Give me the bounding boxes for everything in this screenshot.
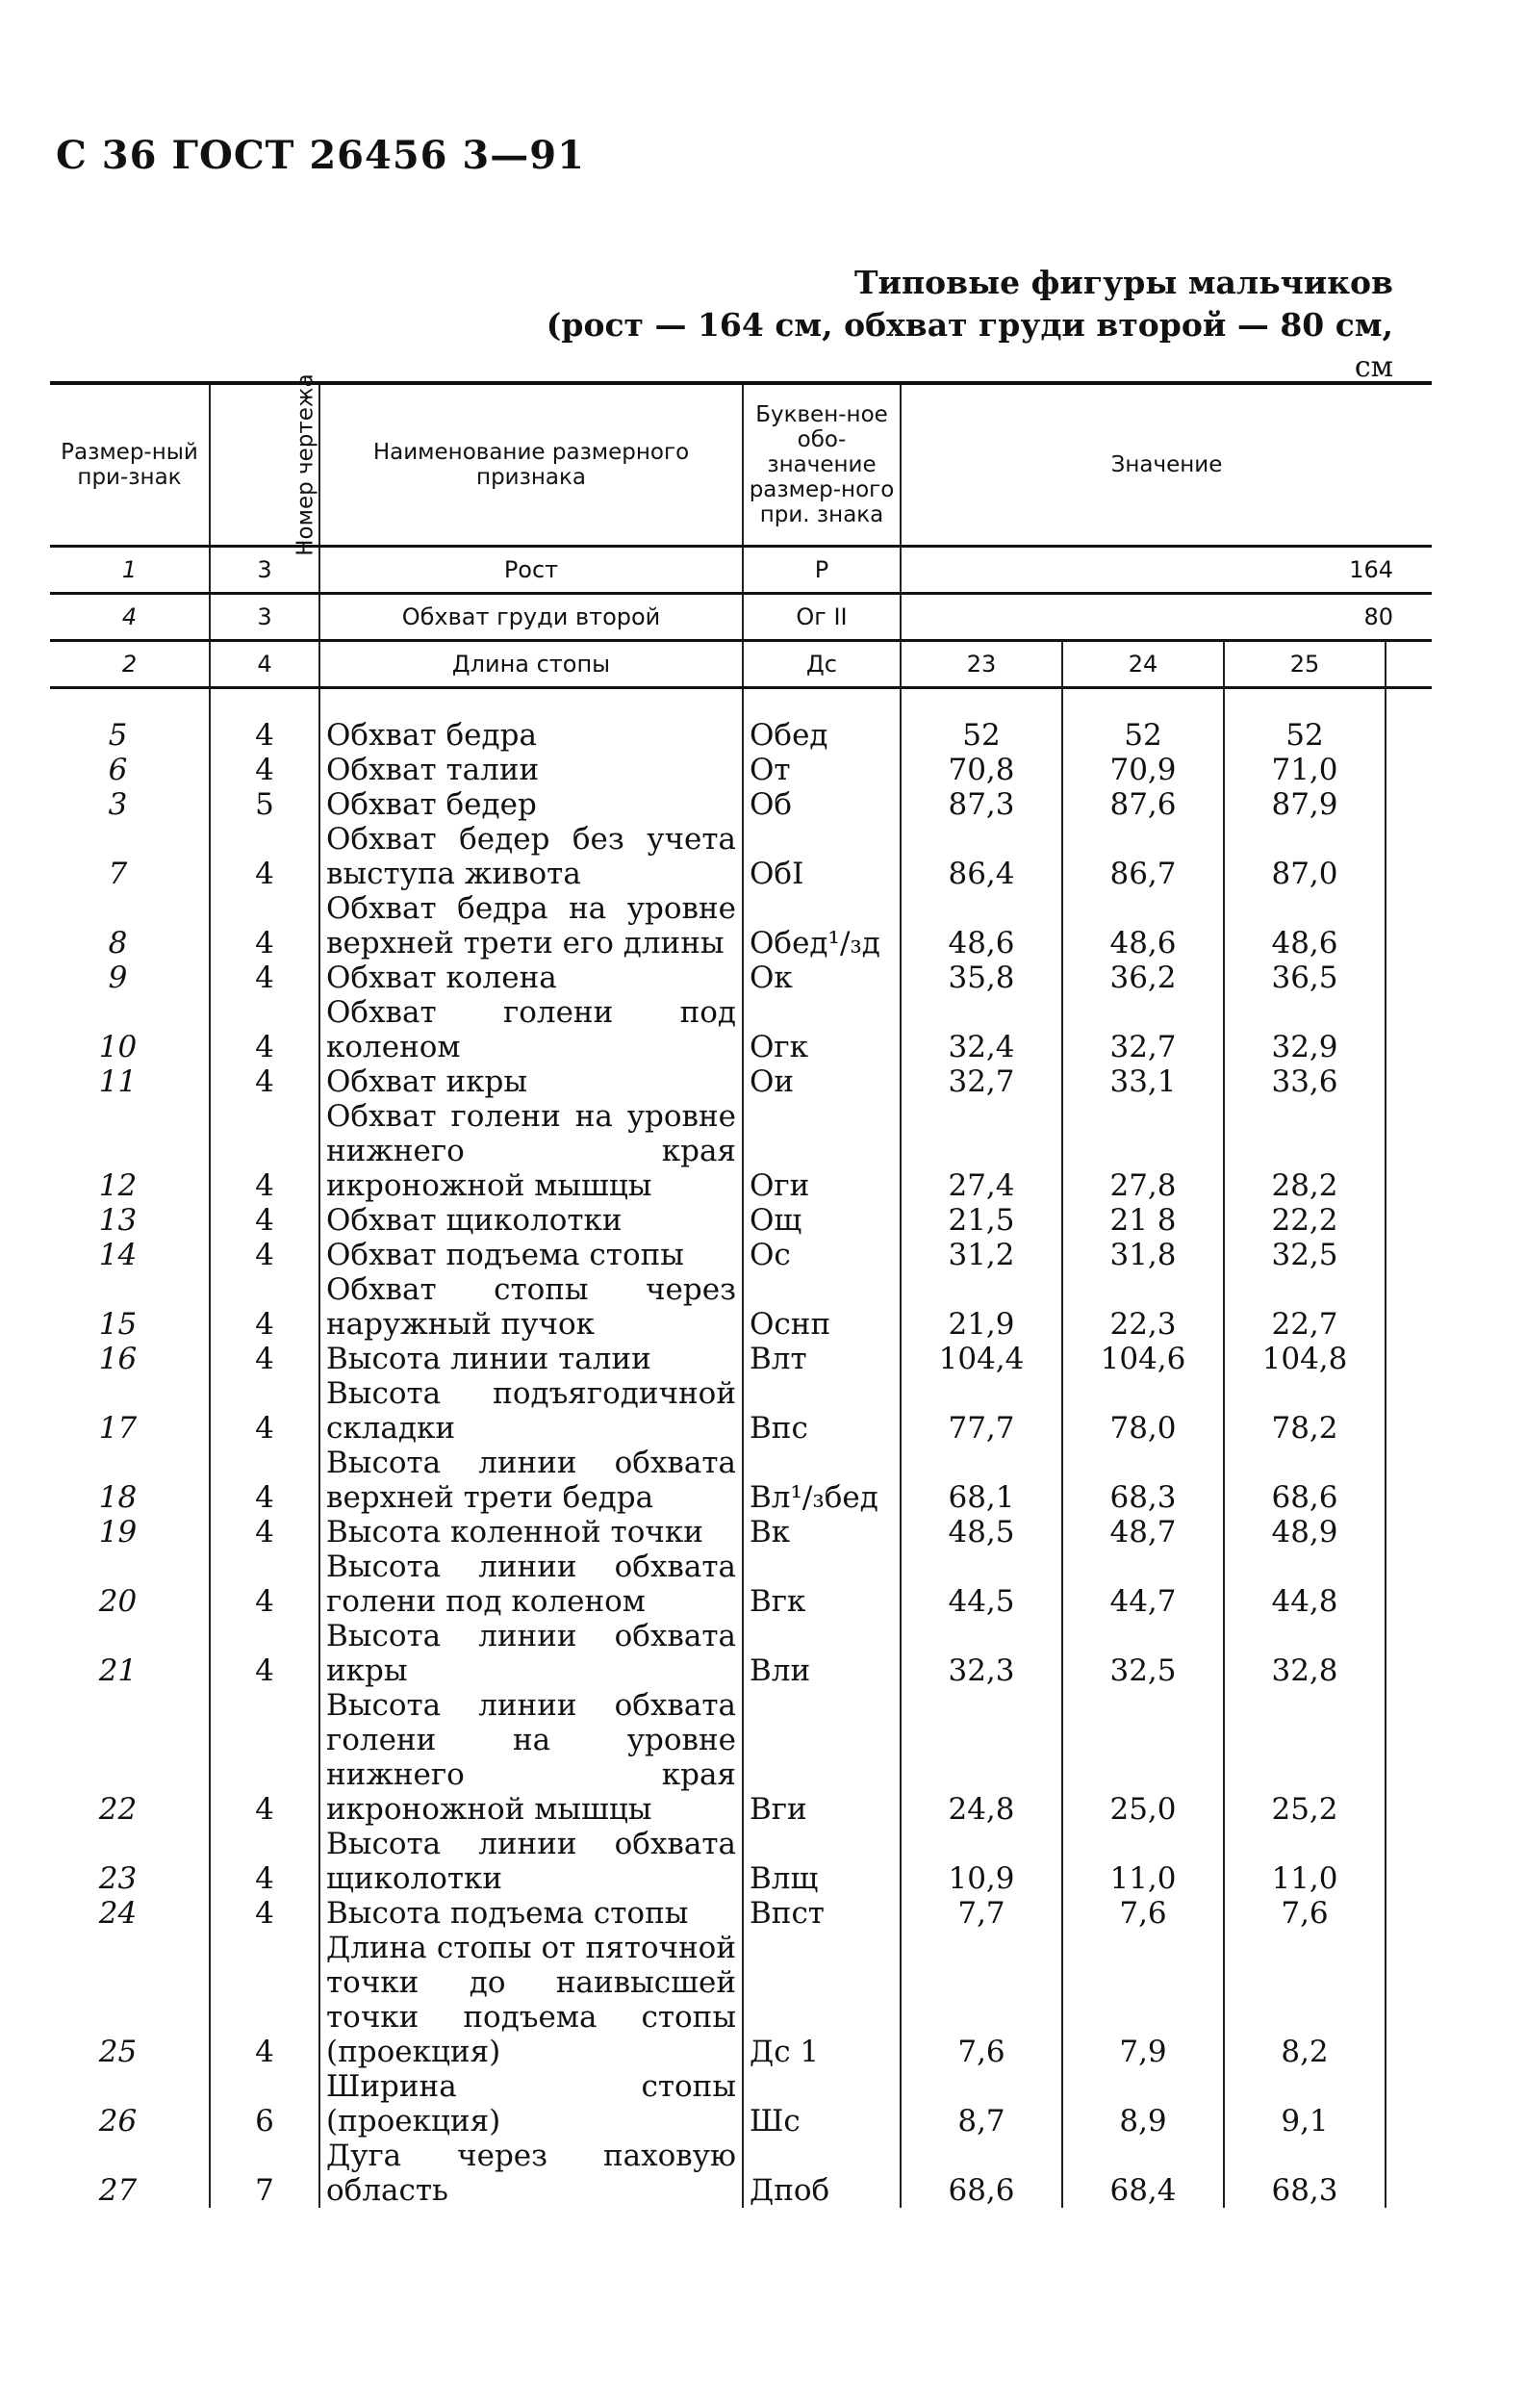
- cell-num: 2: [50, 641, 210, 688]
- table-row: [50, 1619, 1432, 1688]
- cell-value-1: 86,4: [901, 822, 1062, 891]
- cell-value-3: 87,0: [1224, 822, 1386, 891]
- cell-name: Обхват бедер: [319, 787, 743, 822]
- cell-drawing: 4: [210, 1272, 319, 1342]
- cell-empty: [1386, 1931, 1432, 2069]
- cell-name: Дуга через паховую область: [319, 2139, 743, 2208]
- cell-value-1: 7,6: [901, 1931, 1062, 2069]
- cell-drawing: 4: [210, 891, 319, 961]
- cell-empty: [1386, 1064, 1432, 1099]
- table-row: [50, 1376, 1432, 1446]
- cell-value-1: 27,4: [901, 1099, 1062, 1203]
- cell-drawing: 4: [210, 1099, 319, 1203]
- cell-value-2: 33,1: [1062, 1064, 1224, 1099]
- cell-drawing: 4: [210, 961, 319, 995]
- cell-num: 15: [98, 1307, 138, 1342]
- cell-value-1: 87,3: [901, 787, 1062, 822]
- cell-num: 24: [98, 1896, 138, 1931]
- cell-num: 20: [98, 1584, 138, 1619]
- cell-value-2: 87,6: [1062, 787, 1224, 822]
- cell-name: Высота линии обхвата голени на уровне нижнего края икроножной мышцы: [319, 1688, 743, 1827]
- cell-value-2: 52: [1062, 718, 1224, 753]
- cell-value-3: 8,2: [1224, 1931, 1386, 2069]
- table-row: [50, 1203, 1432, 1238]
- cell-symbol: Вли: [743, 1619, 901, 1688]
- cell-num: 19: [98, 1515, 138, 1550]
- cell-name: Высота линии талии: [319, 1342, 743, 1376]
- cell-value-1: 104,4: [901, 1342, 1062, 1376]
- cell-symbol: Вл¹/₃бед: [743, 1446, 901, 1515]
- cell-name: Высота линии обхвата голени под коленом: [319, 1550, 743, 1619]
- cell-symbol: Ощ: [743, 1203, 901, 1238]
- cell-symbol: Дс 1: [743, 1931, 901, 2069]
- cell-symbol: Дпоб: [743, 2139, 901, 2208]
- cell-name: Высота линии обхвата щиколотки: [319, 1827, 743, 1896]
- cell-name: Обхват бедра на уровне верхней трети его длины: [319, 891, 743, 961]
- cell-symbol: Оснп: [743, 1272, 901, 1342]
- measurements-table: [50, 373, 1432, 2208]
- cell-empty: [1386, 995, 1432, 1064]
- cell-empty: [1386, 787, 1432, 822]
- cell-drawing: 7: [210, 2139, 319, 2208]
- cell-name: Высота подъема стопы: [319, 1896, 743, 1931]
- table-row: [50, 1446, 1432, 1515]
- cell-empty: [1386, 1238, 1432, 1272]
- cell-drawing: 4: [210, 718, 319, 753]
- cell-value-3: 44,8: [1224, 1550, 1386, 1619]
- cell-value-1: 32,3: [901, 1619, 1062, 1688]
- cell-value-2: 48,6: [1062, 891, 1224, 961]
- cell-symbol: От: [743, 753, 901, 787]
- cell-value-2: 25,0: [1062, 1688, 1224, 1827]
- cell-value-1: 77,7: [901, 1376, 1062, 1446]
- cell-name: Ширина стопы (проекция): [319, 2069, 743, 2139]
- cell-value-3: 68,6: [1224, 1446, 1386, 1515]
- table-row: [50, 961, 1432, 995]
- cell-drawing: 4: [210, 641, 319, 688]
- cell-empty: [1386, 2069, 1432, 2139]
- cell-num: 14: [98, 1238, 138, 1272]
- cell-symbol: Влщ: [743, 1827, 901, 1896]
- cell-value-2: 32,5: [1062, 1619, 1224, 1688]
- cell-num: 10: [98, 1030, 138, 1064]
- cell-drawing: 4: [210, 1238, 319, 1272]
- cell-value-3: 22,2: [1224, 1203, 1386, 1238]
- cell-empty: [1386, 1688, 1432, 1827]
- cell-value-3: 68,3: [1224, 2139, 1386, 2208]
- cell-num: 8: [108, 926, 128, 961]
- cell-value-1: 21,9: [901, 1272, 1062, 1342]
- cell-value-2: 7,9: [1062, 1931, 1224, 2069]
- cell-value-2: 32,7: [1062, 995, 1224, 1064]
- cell-value-2: 78,0: [1062, 1376, 1224, 1446]
- cell-drawing: 4: [210, 1446, 319, 1515]
- cell-drawing: 4: [210, 1827, 319, 1896]
- table-row: [50, 1931, 1432, 2069]
- cell-value-3: 52: [1224, 718, 1386, 753]
- cell-num: 27: [98, 2173, 138, 2208]
- cell-empty: [1386, 1515, 1432, 1550]
- cell-value-3: 9,1: [1224, 2069, 1386, 2139]
- cell-empty: [1386, 753, 1432, 787]
- table-row: [50, 1515, 1432, 1550]
- cell-value-1: 68,1: [901, 1446, 1062, 1515]
- cell-value-2: 48,7: [1062, 1515, 1224, 1550]
- page-header: С 36 ГОСТ 26456 3—91: [56, 133, 585, 178]
- cell-name: Высота подъягодичной складки: [319, 1376, 743, 1446]
- cell-num: 17: [98, 1411, 138, 1446]
- cell-value-3: 25,2: [1224, 1688, 1386, 1827]
- cell-num: 4: [50, 594, 210, 641]
- title-line-1: Типовые фигуры мальчиков: [853, 264, 1393, 301]
- table-row: [50, 1896, 1432, 1931]
- cell-value-2: 44,7: [1062, 1550, 1224, 1619]
- cell-drawing: 4: [210, 1064, 319, 1099]
- cell-name: Обхват голени на уровне нижнего края икроножной мышцы: [319, 1099, 743, 1203]
- table-row: [50, 995, 1432, 1064]
- cell-num: 12: [98, 1168, 138, 1203]
- cell-value-1: 52: [901, 718, 1062, 753]
- cell-drawing: 4: [210, 1619, 319, 1688]
- table-row: [50, 1238, 1432, 1272]
- cell-value-3: 33,6: [1224, 1064, 1386, 1099]
- cell-drawing: 4: [210, 1896, 319, 1931]
- cell-value-1: 8,7: [901, 2069, 1062, 2139]
- table-row: [50, 1688, 1432, 1827]
- cell-value-1: 31,2: [901, 1238, 1062, 1272]
- table-row: [50, 1550, 1432, 1619]
- cell-name: Длина стопы: [319, 641, 743, 688]
- cell-value-2: 11,0: [1062, 1827, 1224, 1896]
- header-drawing-number: [210, 373, 319, 556]
- cell-value-2: 7,6: [1062, 1896, 1224, 1931]
- cell-num: 18: [98, 1480, 138, 1515]
- cell-value-3: 36,5: [1224, 961, 1386, 995]
- cell-empty: [1386, 1446, 1432, 1515]
- table-row: [50, 2069, 1432, 2139]
- cell-symbol: Влт: [743, 1342, 901, 1376]
- param-row-height: [50, 547, 1432, 594]
- cell-name: Обхват талии: [319, 753, 743, 787]
- spacer: [50, 688, 1432, 719]
- cell-value-1: 32,4: [901, 995, 1062, 1064]
- header-letter-symbol: Буквен-ное обо-значение размер-ного при. знака: [743, 383, 901, 547]
- cell-symbol: Вк: [743, 1515, 901, 1550]
- cell-empty: [1386, 2139, 1432, 2208]
- cell-value: 80: [901, 594, 1432, 641]
- header-drawing-number-text: Номер чертежа: [292, 373, 318, 556]
- cell-value-2: 70,9: [1062, 753, 1224, 787]
- cell-value-1: 23: [901, 641, 1062, 688]
- table-row: [50, 1272, 1432, 1342]
- table-title: [547, 262, 1393, 389]
- cell-drawing: 4: [210, 1550, 319, 1619]
- param-row-foot-length: [50, 641, 1432, 688]
- cell-name: Рост: [319, 547, 743, 594]
- cell-symbol: Обед: [743, 718, 901, 753]
- cell-symbol: Ог II: [743, 594, 901, 641]
- cell-num: 6: [108, 753, 128, 787]
- cell-value-1: 32,7: [901, 1064, 1062, 1099]
- cell-symbol: Об: [743, 787, 901, 822]
- table-row: [50, 1064, 1432, 1099]
- table-row: [50, 1342, 1432, 1376]
- cell-name: Обхват груди второй: [319, 594, 743, 641]
- cell-value-3: 22,7: [1224, 1272, 1386, 1342]
- cell-drawing: 5: [210, 787, 319, 822]
- cell-value-3: 32,8: [1224, 1619, 1386, 1688]
- cell-symbol: Вги: [743, 1688, 901, 1827]
- cell-name: Обхват колена: [319, 961, 743, 995]
- table-row: [50, 1099, 1432, 1203]
- header-value: Значение: [901, 383, 1432, 547]
- cell-value-2: 21 8: [1062, 1203, 1224, 1238]
- cell-name: Высота линии обхвата верхней трети бедра: [319, 1446, 743, 1515]
- cell-value-2: 68,3: [1062, 1446, 1224, 1515]
- cell-name: Обхват икры: [319, 1064, 743, 1099]
- cell-symbol: Дс: [743, 641, 901, 688]
- cell-empty: [1386, 641, 1432, 688]
- cell-drawing: 4: [210, 1515, 319, 1550]
- cell-drawing: 6: [210, 2069, 319, 2139]
- cell-symbol: Р: [743, 547, 901, 594]
- title-unit: см: [1354, 350, 1393, 384]
- cell-value-3: 32,5: [1224, 1238, 1386, 1272]
- cell-name: Обхват бедра: [319, 718, 743, 753]
- cell-name: Обхват стопы через наружный пучок: [319, 1272, 743, 1342]
- cell-value-3: 11,0: [1224, 1827, 1386, 1896]
- cell-num: 22: [98, 1792, 138, 1827]
- table-row: [50, 718, 1432, 753]
- param-row-chest: [50, 594, 1432, 641]
- table-row: [50, 1827, 1432, 1896]
- param-rows: [50, 547, 1432, 688]
- cell-drawing: 4: [210, 1376, 319, 1446]
- cell-symbol: Оги: [743, 1099, 901, 1203]
- cell-empty: [1386, 1342, 1432, 1376]
- title-line-2: (рост — 164 см, обхват груди второй — 80 см,: [546, 306, 1393, 344]
- cell-symbol: Ои: [743, 1064, 901, 1099]
- cell-drawing: 4: [210, 753, 319, 787]
- cell-value-3: 32,9: [1224, 995, 1386, 1064]
- cell-value-2: 8,9: [1062, 2069, 1224, 2139]
- cell-drawing: 4: [210, 1931, 319, 2069]
- cell-empty: [1386, 1550, 1432, 1619]
- cell-num: 26: [98, 2104, 138, 2139]
- cell-value-2: 86,7: [1062, 822, 1224, 891]
- data-rows: [50, 718, 1432, 2208]
- cell-drawing: 4: [210, 995, 319, 1064]
- cell-num: 25: [98, 2035, 138, 2069]
- cell-value: 164: [901, 547, 1432, 594]
- cell-value-1: 68,6: [901, 2139, 1062, 2208]
- cell-drawing: 4: [210, 1688, 319, 1827]
- cell-value-1: 7,7: [901, 1896, 1062, 1931]
- table-row: [50, 891, 1432, 961]
- cell-symbol: Впс: [743, 1376, 901, 1446]
- cell-value-1: 35,8: [901, 961, 1062, 995]
- table-row: [50, 787, 1432, 822]
- cell-value-3: 48,9: [1224, 1515, 1386, 1550]
- cell-empty: [1386, 1203, 1432, 1238]
- cell-num: 13: [98, 1203, 138, 1238]
- cell-num: 9: [108, 961, 128, 995]
- cell-symbol: Шс: [743, 2069, 901, 2139]
- cell-empty: [1386, 1376, 1432, 1446]
- cell-empty: [1386, 1272, 1432, 1342]
- cell-symbol: Обед¹/₃д: [743, 891, 901, 961]
- cell-value-2: 31,8: [1062, 1238, 1224, 1272]
- cell-value-2: 36,2: [1062, 961, 1224, 995]
- cell-name: Обхват голени под коленом: [319, 995, 743, 1064]
- cell-empty: [1386, 961, 1432, 995]
- cell-name: Обхват бедер без учета выступа живота: [319, 822, 743, 891]
- cell-num: 1: [50, 547, 210, 594]
- cell-value-1: 24,8: [901, 1688, 1062, 1827]
- cell-value-1: 10,9: [901, 1827, 1062, 1896]
- cell-value-2: 27,8: [1062, 1099, 1224, 1203]
- cell-empty: [1386, 1619, 1432, 1688]
- cell-value-3: 71,0: [1224, 753, 1386, 787]
- cell-empty: [1386, 891, 1432, 961]
- cell-empty: [1386, 1099, 1432, 1203]
- cell-name: Высота коленной точки: [319, 1515, 743, 1550]
- cell-num: 23: [98, 1861, 138, 1896]
- cell-num: 11: [98, 1064, 138, 1099]
- cell-empty: [1386, 1827, 1432, 1896]
- cell-empty: [1386, 822, 1432, 891]
- cell-value-3: 48,6: [1224, 891, 1386, 961]
- cell-value-3: 104,8: [1224, 1342, 1386, 1376]
- cell-value-3: 78,2: [1224, 1376, 1386, 1446]
- cell-empty: [1386, 718, 1432, 753]
- cell-value-2: 24: [1062, 641, 1224, 688]
- header-size-feature: Размер-ный при-знак: [50, 383, 210, 547]
- cell-drawing: 3: [210, 547, 319, 594]
- cell-value-3: 7,6: [1224, 1896, 1386, 1931]
- cell-name: Высота линии обхвата икры: [319, 1619, 743, 1688]
- cell-symbol: Ок: [743, 961, 901, 995]
- cell-value-2: 22,3: [1062, 1272, 1224, 1342]
- cell-value-1: 48,6: [901, 891, 1062, 961]
- table-row: [50, 753, 1432, 787]
- cell-name: Обхват подъема стопы: [319, 1238, 743, 1272]
- cell-name: Длина стопы от пяточной точки до наивысшей точки подъема стопы (проекция): [319, 1931, 743, 2069]
- cell-empty: [1386, 1896, 1432, 1931]
- cell-value-3: 87,9: [1224, 787, 1386, 822]
- cell-name: Обхват щиколотки: [319, 1203, 743, 1238]
- cell-symbol: ОбI: [743, 822, 901, 891]
- cell-symbol: Огк: [743, 995, 901, 1064]
- cell-value-1: 70,8: [901, 753, 1062, 787]
- cell-symbol: Вгк: [743, 1550, 901, 1619]
- cell-symbol: Ос: [743, 1238, 901, 1272]
- cell-value-2: 68,4: [1062, 2139, 1224, 2208]
- cell-drawing: 4: [210, 1342, 319, 1376]
- cell-value-1: 48,5: [901, 1515, 1062, 1550]
- cell-value-2: 104,6: [1062, 1342, 1224, 1376]
- cell-num: 5: [108, 718, 128, 753]
- cell-drawing: 3: [210, 594, 319, 641]
- cell-drawing: 4: [210, 822, 319, 891]
- cell-num: 16: [98, 1342, 138, 1376]
- cell-value-1: 21,5: [901, 1203, 1062, 1238]
- cell-num: 7: [108, 857, 128, 891]
- cell-value-3: 25: [1224, 641, 1386, 688]
- cell-symbol: Впст: [743, 1896, 901, 1931]
- table-row: [50, 822, 1432, 891]
- table-row: [50, 2139, 1432, 2208]
- cell-num: 21: [98, 1653, 138, 1688]
- cell-drawing: 4: [210, 1203, 319, 1238]
- cell-value-3: 28,2: [1224, 1099, 1386, 1203]
- header-feature-name: Наименование размерного признака: [319, 383, 743, 547]
- cell-value-1: 44,5: [901, 1550, 1062, 1619]
- cell-num: 3: [108, 787, 128, 822]
